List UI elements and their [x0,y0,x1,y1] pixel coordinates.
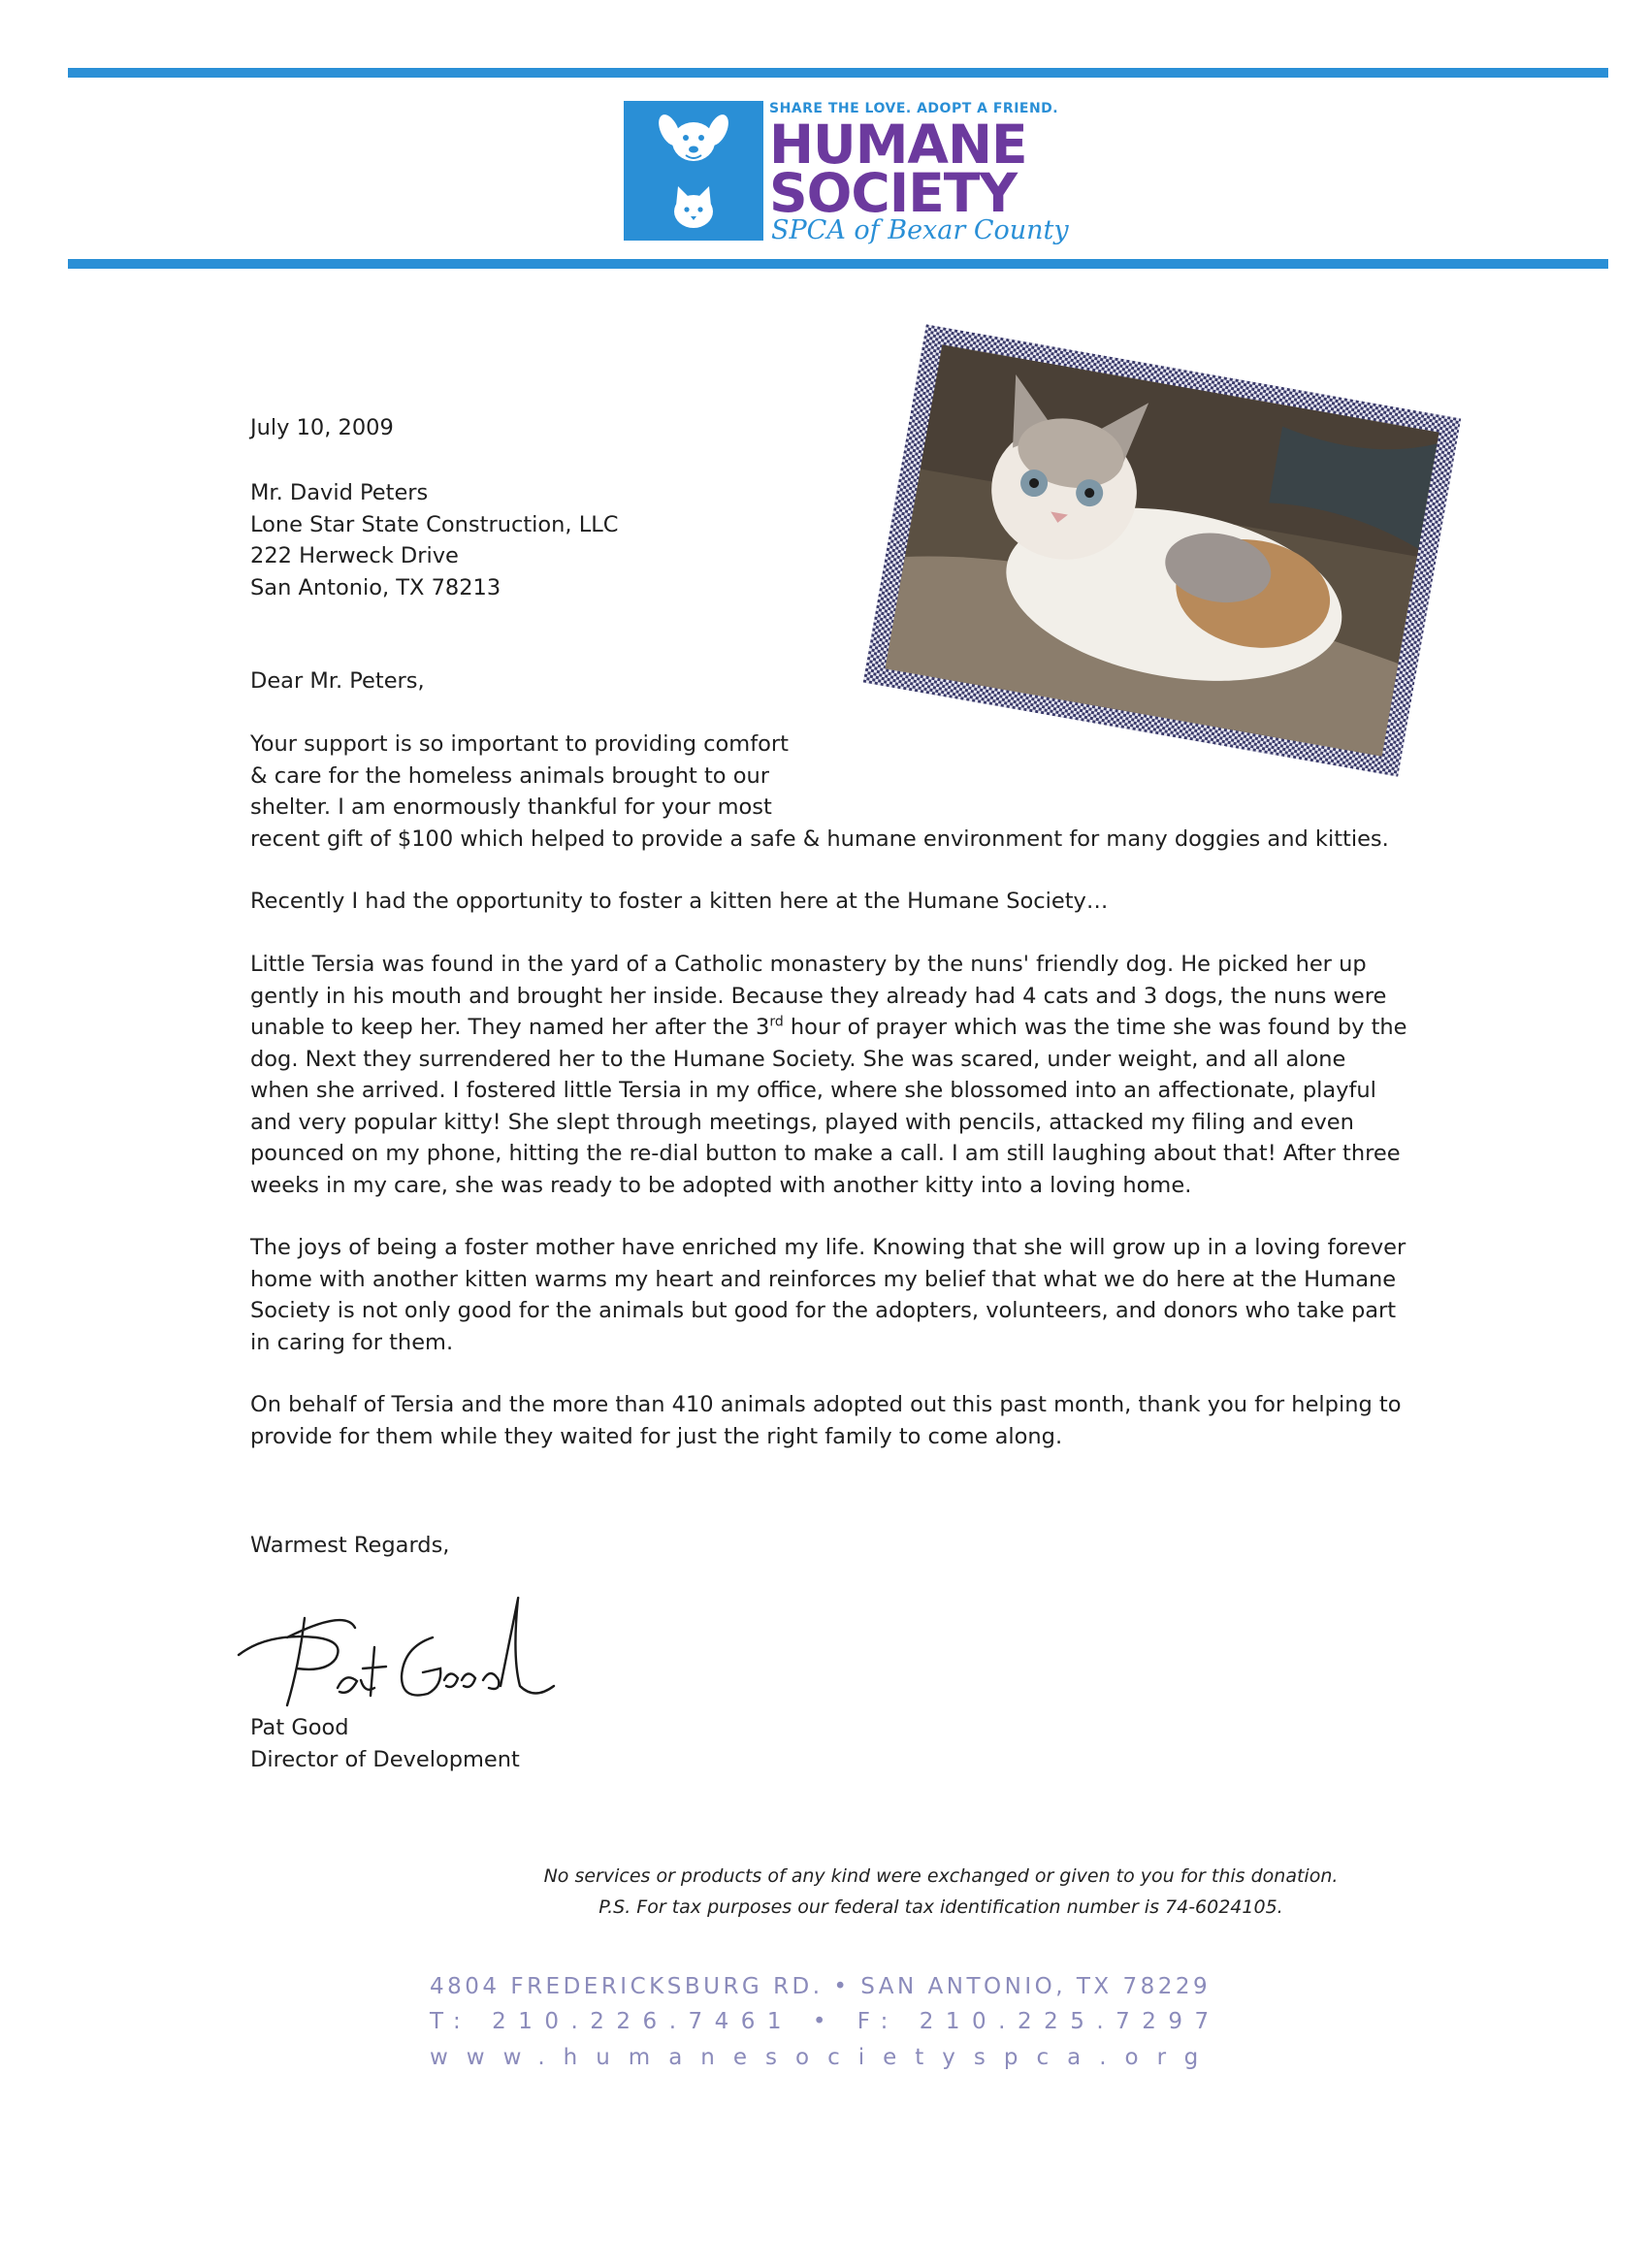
paragraph-line: and very popular kitty! She slept through meetings, played with pencils, attacked my filing and even [250,1109,1354,1135]
paragraph-line: Your support is so important to providing comfort [250,731,789,757]
humane-society-logo [624,101,1069,245]
paragraph-thanks [250,729,1453,855]
paragraph-line: when she arrived. I fostered little Tersia in my office, where she blossomed into an affectionate, playful [250,1078,1376,1103]
header-bottom-rule [68,259,1608,269]
paragraph-line: provide for them while they waited for just the right family to come along. [250,1423,1063,1449]
footer-website: www.humanesocietyspca.org [430,2045,1217,2070]
paragraph-line: weeks in my care, she was ready to be adopted with another kitty into a loving home. [250,1172,1192,1198]
paragraph-line: gently in his mouth and brought her inside. Because they already had 4 cats and 3 dogs, the nuns were [250,983,1387,1009]
closing: Warmest Regards, [250,1533,450,1558]
paragraph-line: Society is not only good for the animals but good for the adopters, volunteers, and donors who take part [250,1298,1397,1323]
paragraph-line: home with another kitten warms my heart and reinforces my belief that what we do here at the Humane [250,1266,1397,1292]
paragraph-line: recent gift of $100 which helped to provide a safe & humane environment for many doggies and kitties. [250,826,1389,852]
logo-wordmark-society: SOCIETY [769,162,1018,224]
paragraph-intro: Recently I had the opportunity to foster a kitten here at the Humane Society… [250,889,1109,914]
logo-wordmark-humane: HUMANE [769,113,1027,176]
logo-badge [624,101,763,241]
text-fragment: unable to keep her. They named her after the 3 [250,1015,770,1040]
handwritten-signature [229,1579,559,1725]
paragraph-line: pounced on my phone, hitting the re-dial button to make a call. I am still laughing about that! After three [250,1141,1401,1166]
logo-subtitle: SPCA of Bexar County [771,215,1069,245]
ordinal-superscript: rd [769,1014,784,1030]
paragraph-line: dog. Next they surrendered her to the Humane Society. She was scared, under weight, and all alone [250,1046,1346,1072]
paragraph-line: in caring for them. [250,1329,454,1355]
footer-street-address: 4804 FREDERICKSBURG RD. • SAN ANTONIO, TX 78229 [430,1974,1212,1999]
signature-block [250,1712,1453,1775]
paragraph-line: The joys of being a foster mother have enriched my life. Knowing that she will grow up in a loving forever [250,1235,1406,1260]
signer-name: Pat Good [250,1715,349,1740]
text-fragment: hour of prayer which was the time she was found by the [783,1015,1407,1040]
tax-footnote [0,1861,1649,1923]
paragraph-line [250,1012,1453,1044]
recipient-company: Lone Star State Construction, LLC [250,511,619,537]
paragraph-line: On behalf of Tersia and the more than 410 animals adopted out this past month, thank you for helping to [250,1392,1402,1417]
paragraph-line: shelter. I am enormously thankful for your most [250,794,772,820]
paragraph-line: & care for the homeless animals brought to our [250,762,769,789]
footnote-line: No services or products of any kind were exchanged or given to you for this donation. [543,1865,1339,1887]
recipient-name: Mr. David Peters [250,480,429,505]
recipient-city: San Antonio, TX 78213 [250,574,501,600]
letter-date: July 10, 2009 [250,415,394,440]
paragraph-story [250,949,1453,1201]
signer-title: Director of Development [250,1746,520,1772]
paragraph-reflection [250,1232,1453,1358]
salutation: Dear Mr. Peters, [250,668,425,694]
logo-tagline: SHARE THE LOVE. ADOPT A FRIEND. [769,101,1059,116]
footnote-line: P.S. For tax purposes our federal tax identification number is 74-6024105. [598,1896,1283,1918]
recipient-address [250,477,1453,603]
paragraph-line: Little Tersia was found in the yard of a Catholic monastery by the nuns' friendly dog. He picked her up [250,952,1367,977]
paragraph-closing-thanks [250,1389,1453,1452]
recipient-street: 222 Herweck Drive [250,543,459,568]
header-top-rule [68,68,1608,78]
footer-phone-fax: T: 210.226.7461 • F: 210.225.7297 [430,2009,1221,2034]
cat-face-icon [624,101,763,241]
